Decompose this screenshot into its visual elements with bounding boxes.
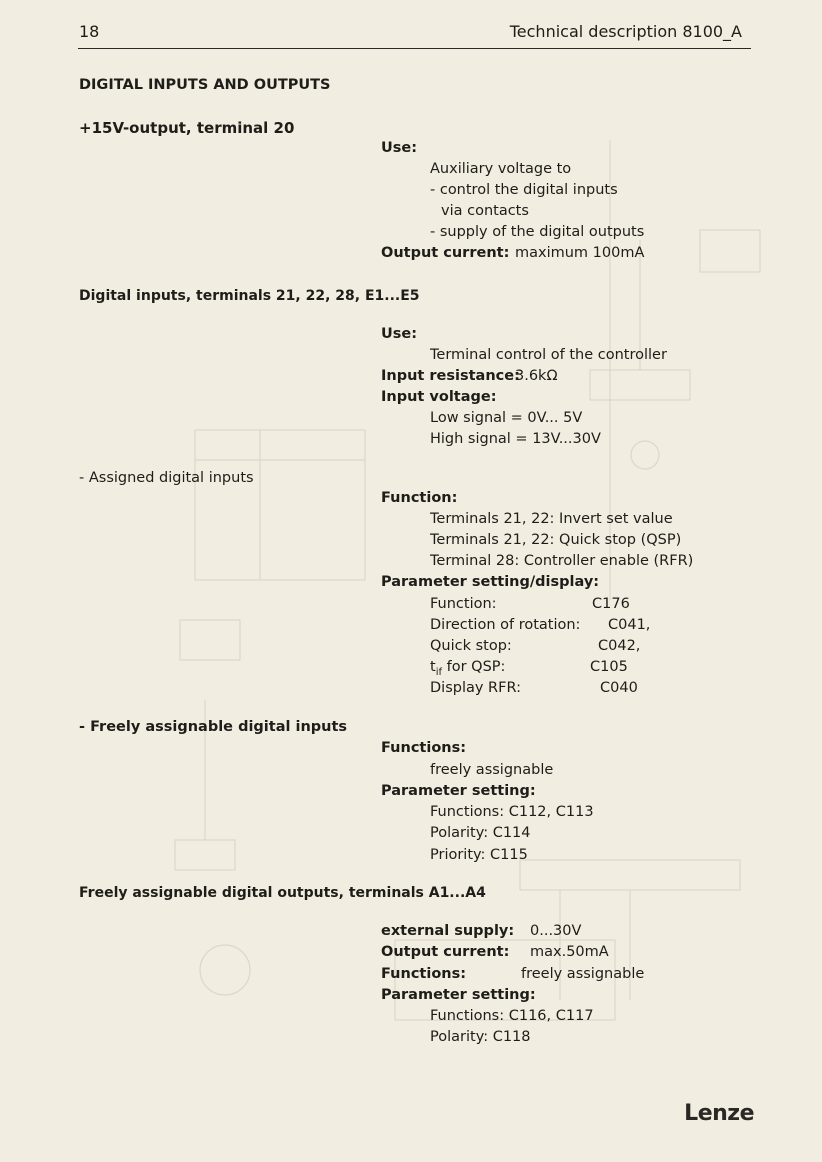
param-code: C042, — [598, 638, 641, 654]
polarity-row: Polarity: C114 — [430, 825, 531, 841]
external-supply-value: 0...30V — [530, 923, 582, 939]
functions-value: freely assignable — [430, 762, 554, 778]
page-title: DIGITAL INPUTS AND OUTPUTS — [79, 77, 331, 93]
functions-label: Functions: — [381, 740, 467, 756]
polarity-row: Polarity: C118 — [430, 1029, 531, 1045]
use-label: Use: — [381, 140, 418, 156]
use-line: Auxiliary voltage to — [430, 161, 572, 177]
use-line: via contacts — [441, 203, 529, 219]
param-name: Quick stop: — [430, 638, 512, 654]
header-rule — [78, 48, 751, 49]
assigned-inputs-heading: - Assigned digital inputs — [79, 470, 254, 486]
param-setting-label: Parameter setting: — [381, 987, 536, 1003]
param-code: C040 — [600, 680, 638, 696]
use-label: Use: — [381, 326, 418, 342]
use-text: Terminal control of the controller — [430, 347, 667, 363]
param-code: C105 — [590, 659, 628, 675]
param-name: Direction of rotation: — [430, 617, 581, 633]
functions-row: Functions: C116, C117 — [430, 1008, 594, 1024]
param-name-tif: $t_{if}$ for QSP: — [430, 659, 506, 678]
output-current-label: Output current: — [381, 245, 510, 261]
page-number: 18 — [79, 22, 100, 41]
function-line: Terminal 28: Controller enable (RFR) — [430, 553, 694, 569]
output-current-value: max.50mA — [530, 944, 609, 960]
section-15v-heading: +15V-output, terminal 20 — [79, 119, 295, 137]
use-line: - supply of the digital outputs — [430, 224, 645, 240]
digital-inputs-heading: Digital inputs, terminals 21, 22, 28, E1...E5 — [79, 288, 420, 304]
external-supply-label: external supply: — [381, 923, 515, 939]
functions-row: Functions: C112, C113 — [430, 804, 594, 820]
param-display-label: Parameter setting/display: — [381, 574, 600, 590]
functions-label: Functions: — [381, 966, 467, 982]
functions-value: freely assignable — [521, 966, 645, 982]
param-name: Display RFR: — [430, 680, 521, 696]
param-name: Function: — [430, 596, 497, 612]
function-line: Terminals 21, 22: Quick stop (QSP) — [430, 532, 682, 548]
input-voltage-label: Input voltage: — [381, 389, 497, 405]
param-code: C176 — [592, 596, 630, 612]
running-title: Technical description 8100_A — [509, 22, 742, 41]
output-current-value: maximum 100mA — [515, 245, 645, 261]
freely-outputs-heading: Freely assignable digital outputs, terminals A1...A4 — [79, 885, 486, 901]
priority-row: Priority: C115 — [430, 847, 528, 863]
lenze-logo: Lenze — [684, 1101, 754, 1126]
use-line: - control the digital inputs — [430, 182, 618, 198]
high-signal: High signal = 13V...30V — [430, 431, 601, 447]
output-current-label: Output current: — [381, 944, 510, 960]
param-setting-label: Parameter setting: — [381, 783, 536, 799]
function-line: Terminals 21, 22: Invert set value — [430, 511, 673, 527]
param-code: C041, — [608, 617, 651, 633]
function-label: Function: — [381, 490, 458, 506]
low-signal: Low signal = 0V... 5V — [430, 410, 583, 426]
freely-inputs-heading: - Freely assignable digital inputs — [79, 719, 348, 735]
input-resistance-value: 3.6kΩ — [515, 368, 558, 384]
input-resistance-label: Input resistance: — [381, 368, 520, 384]
